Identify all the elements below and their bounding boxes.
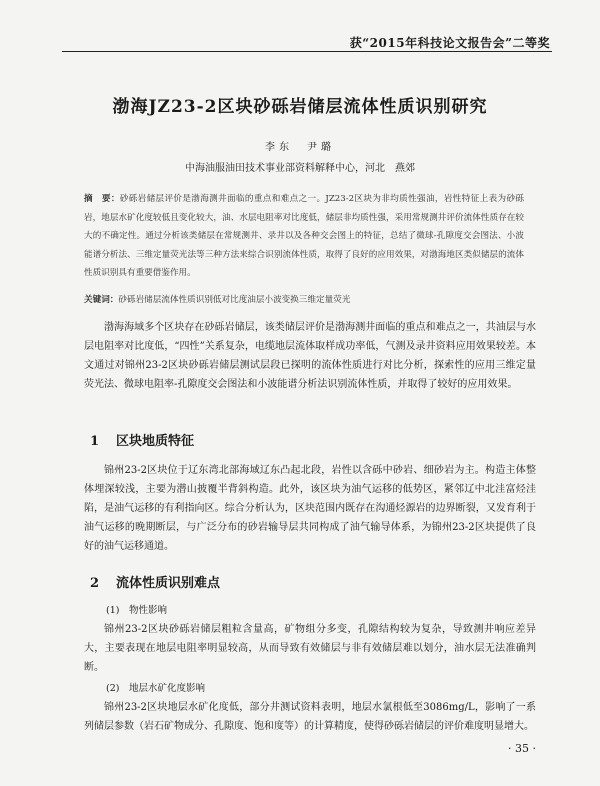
section-2-number: 2 xyxy=(90,576,100,591)
section-1-title: 区块地质特征 xyxy=(116,434,195,449)
section-1-heading xyxy=(90,430,194,449)
abstract xyxy=(84,190,524,283)
abstract-label: 摘 要： xyxy=(84,194,120,204)
section-1-paragraph: 锦州23-2区块位于辽东湾北部海域辽东凸起北段，岩性以含砾中砂岩、细砂岩为主。构造主体整体埋深较浅，主要为潜山披覆半背斜构造。此外，该区块为油气运移的低势区，紧邻辽中北洼富烃洼陷，是油气运移的有利指向区。综合分析认为，区块范围内既存在沟通烃源岩的边界断裂，又发育利于油气运移的晚期断层，与广泛分布的砂岩输导层共同构成了油气输导体系，为锦州23-2区块提供了良好的油气运移通道。 xyxy=(84,465,536,552)
section-2-heading xyxy=(90,572,220,591)
subsection-2-label: (2) 地层水矿化度影响 xyxy=(106,683,205,694)
affiliation: 中海油服油田技术事业部资料解释中心，河北 燕郊 xyxy=(185,163,415,174)
section-2-title: 流体性质识别难点 xyxy=(116,576,221,591)
header-rule xyxy=(62,51,552,52)
abstract-text: 砂砾岩储层评价是渤海测井面临的重点和难点之一。JZ23-2区块为非均质性强油，岩性特征上表为砂砾岩，地层水矿化度较低且变化较大，油、水层电阻率对比度低，储层非均质性强，采用常规测井评价流体性质存在较大的不确定性。通过分析该类储层在常规测井、录井以及各种交会图上的特征，总结了微球-孔隙度交会图法、小波能谱分析法、三维定量荧光法等三种方法来综合识别流体性质，取得了良好的应用效果，对渤海地区类似储层的流体性质识别具有重要借鉴作用。 xyxy=(84,194,524,278)
section-1-number: 1 xyxy=(90,434,100,449)
page-number: · 35 · xyxy=(508,742,536,755)
award-header: 获“2015年科技论文报告会”二等奖 xyxy=(349,36,550,50)
authors: 李东 尹璐 xyxy=(265,142,335,153)
intro-paragraph: 渤海海域多个区块存在砂砾岩储层，该类储层评价是渤海测井面临的重点和难点之一，共油层与水层电阻率对比度低，“四性”关系复杂，电缆地层流体取样成功率低，气测及录井资料应用效果较差。本文通过对锦州23-2区块砂砾岩储层测试层段已探明的流体性质进行对比分析，探索性的应用三维定量荧光法、微球电阻率-孔隙度交会图法和小波能谱分析法识别流体性质，并取得了较好的应用效果。 xyxy=(84,322,536,390)
keywords xyxy=(84,293,524,305)
subsection-1-paragraph: 锦州23-2区块砂砾岩储层粗粒含量高，矿物组分多变，孔隙结构较为复杂，导致测井响应差异大，主要表现在地层电阻率明显较高，从而导致有效储层与非有效储层难以划分，油水层无法准确判断。 xyxy=(84,624,536,673)
keywords-label: 关键词： xyxy=(84,295,119,305)
keywords-text: 砂砾岩储层流体性质识别低对比度油层小波变换三维定量荧光 xyxy=(118,295,351,305)
subsection-1-label: (1) 物性影响 xyxy=(106,605,167,616)
subsection-2-paragraph: 锦州23-2区块地层水矿化度低，部分井测试资料表明，地层水氯根低至3086mg/L，影响了一系列储层参数（岩石矿物成分、孔隙度、饱和度等）的计算精度，使得砂砾岩储层的评价难度明显增大。 xyxy=(84,702,536,732)
paper-title: 渤海JZ23-2区块砂砾岩储层流体性质识别研究 xyxy=(112,97,488,117)
